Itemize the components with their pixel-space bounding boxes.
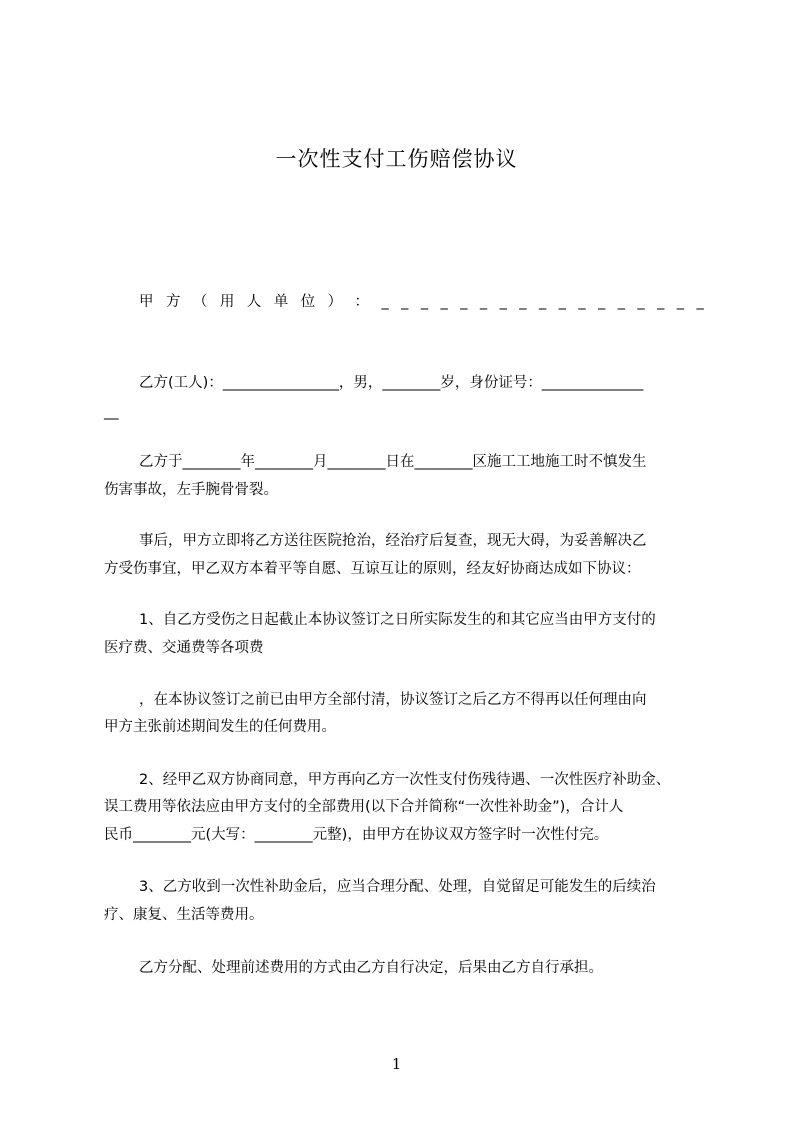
party-a-char: 甲 <box>139 294 154 310</box>
incident-line-1: 乙方于________年________月________日在________区施工工地施工时不慎发生 <box>139 454 647 470</box>
clause-1-line-1: 1、自乙方受伤之日起截止本协议签订之日所实际发生的和其它应当由甲方支付的 <box>139 612 656 628</box>
party-a-char: （ <box>192 294 208 310</box>
party-a-char: _ <box>460 294 468 310</box>
party-a-char: 单 <box>273 294 289 310</box>
party-a-char: _ <box>519 294 527 310</box>
party-a-char: 人 <box>246 294 262 310</box>
clause-1b-line-1: ，在本协议签订之前已由甲方全部付清，协议签订之后乙方不得再以任何理由向 <box>139 692 647 708</box>
party-a-char: _ <box>381 294 389 310</box>
after-line-1: 事后，甲方立即将乙方送往医院抢治，经治疗后复查，现无大碍，为妥善解决乙 <box>139 533 647 549</box>
party-a-char: 方 <box>165 294 181 310</box>
after-line-2: 方受伤事宜，甲乙双方本着平等自愿、互谅互让的原则，经友好协商达成如下协议： <box>104 561 641 577</box>
clause-3-line-1: 3、乙方收到一次性补助金后，应当合理分配、处理，自觉留足可能发生的后续治 <box>139 879 656 895</box>
party-a-char: ） <box>327 294 343 310</box>
party-a-char: _ <box>479 294 488 310</box>
clause-2-line-3: 民币________元(大写：________元整)，由甲方在协议双方签字时一次性付完。 <box>104 827 609 843</box>
clause-2-line-2: 误工费用等依法应由甲方支付的全部费用(以下合并简称“一次性补助金”)，合计人 <box>104 799 624 815</box>
party-a-char: _ <box>558 294 566 310</box>
party-a-char: _ <box>617 294 625 310</box>
party-b-line-1: 乙方(工人)：________________，男，________岁，身份证号：______________ <box>139 375 644 391</box>
document-title: 一次性支付工伤赔偿协议 <box>275 147 518 171</box>
party-a-char: _ <box>676 294 684 310</box>
clause-2-line-1: 2、经甲乙双方协商同意，甲方再向乙方一次性支付伤残待遇、一次性医疗补助金、 <box>139 772 671 788</box>
party-a-char: 用 <box>219 294 235 310</box>
party-a-char: _ <box>401 294 409 310</box>
party-a-char: _ <box>420 294 429 310</box>
party-a-char: _ <box>578 294 586 310</box>
party-a-char: _ <box>499 294 507 310</box>
party-a-line <box>139 292 704 312</box>
party-b-line-2: __ <box>104 404 119 420</box>
party-a-char: _ <box>538 294 547 310</box>
party-a-char: _ <box>637 294 645 310</box>
clause-3-line-2: 疗、康复、生活等费用。 <box>104 907 264 923</box>
party-a-char: _ <box>657 294 665 310</box>
party-a-char: _ <box>440 294 448 310</box>
party-a-char: ： <box>354 294 369 310</box>
party-a-char: _ <box>696 294 704 310</box>
party-a-char: _ <box>598 294 606 310</box>
closing-line: 乙方分配、处理前述费用的方式由乙方自行决定，后果由乙方自行承担。 <box>139 960 603 976</box>
clause-1b-line-2: 甲方主张前述期间发生的任何费用。 <box>104 719 336 735</box>
page-number: 1 <box>391 1055 402 1073</box>
incident-line-2: 伤害事故，左手腕骨骨裂。 <box>104 482 278 498</box>
clause-1-line-2: 医疗费、交通费等各项费 <box>104 640 264 656</box>
party-a-char: 位 <box>300 294 316 310</box>
